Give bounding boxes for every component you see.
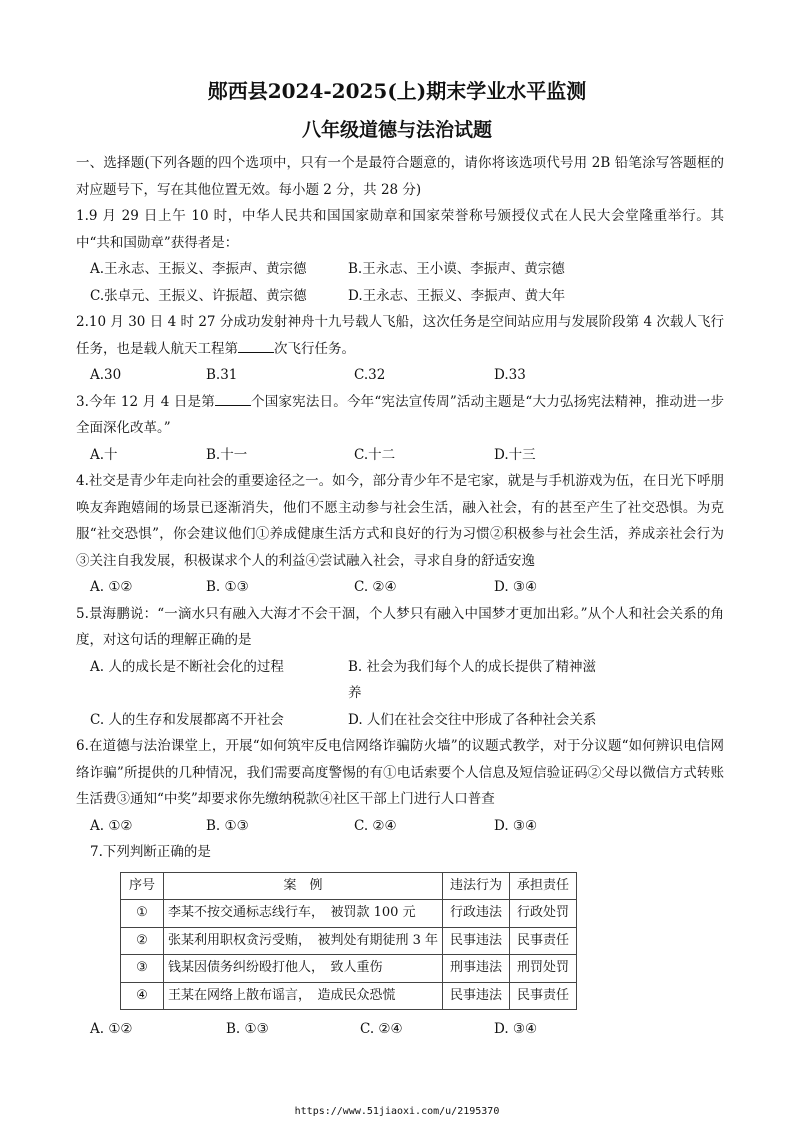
question-1-stem: 1.9 月 29 日上午 10 时，中华人民共和国国家勋章和国家荣誉称号颁授仪式在人民大会堂隆重举行。其中“共和国勋章”获得者是： [76,208,724,251]
question-7-case-table [120,872,577,1011]
question-7-options [76,1016,724,1043]
question-4-option-a[interactable]: A. ①② [90,579,133,595]
question-7-stem: 7.下列判断正确的是 [90,844,211,860]
question-5-option-a[interactable]: A. 人的成长是不断社会化的过程 [90,658,284,675]
question-3-blank [215,391,251,406]
table-cell-case: 张某利用职权贪污受贿， 被判处有期徒刑 3 年 [164,927,443,955]
table-header-case: 案 例 [164,872,443,900]
exam-title: 郧西县2024-2025(上)期末学业水平监测 [207,79,587,103]
table-cell-no: ② [121,927,164,955]
question-2-option-c[interactable]: C.32 [354,367,386,383]
table-row [121,900,577,928]
question-3-stem-part2: 个国家宪法日。今年“宪法宣传周”活动主题是“大力弘扬宪法精神，推动进一步全面深化改革。” [76,393,724,436]
table-cell-no: ④ [121,982,164,1010]
table-cell-violation: 民事违法 [443,982,510,1010]
question-6-options [76,813,724,840]
table-cell-responsibility: 行政处罚 [510,900,577,928]
table-row [121,955,577,983]
question-3-stem [76,389,724,442]
question-2-stem [76,309,724,362]
section-intro: 一、选择题(下列各题的四个选项中，只有一个是最符合题意的，请你将该选项代号用 2B 铅笔涂写答题框的对应题号下，写在其他位置无效。每小题 2 分，共 28 分) [76,155,724,198]
exam-subtitle: 八年级道德与法治试题 [301,119,492,141]
question-6-stem: 6.在道德与法治课堂上，开展“如何筑牢反电信网络诈骗防火墙”的议题式教学，对于分议题“如何辨识电信网络诈骗”所提供的几种情况，我们需要高度警惕的有①电话索要个人信息及短信验证码②父母以微信方式转账生活费③通知“中奖”却要求你先缴纳税款④社区干部上门进行人口普查 [76,738,724,807]
question-2-option-b[interactable]: B.31 [206,367,238,383]
table-row [121,982,577,1010]
question-3-option-d[interactable]: D.十三 [494,446,536,463]
table-cell-case: 李某不按交通标志线行车， 被罚款 100 元 [164,900,443,928]
question-3-stem-part1: 3.今年 12 月 4 日是第 [76,393,215,410]
question-5-option-b[interactable]: B. 社会为我们每个人的成长提供了精神滋养 [348,658,597,701]
question-5-options [76,654,724,707]
table-cell-no: ③ [121,955,164,983]
question-7-option-a[interactable]: A. ①② [90,1021,133,1037]
table-cell-violation: 刑事违法 [443,955,510,983]
question-4-options [76,574,724,601]
question-4-stem: 4.社交是青少年走向社会的重要途径之一。如今，部分青少年不是宅家，就是与手机游戏为伍，在日光下呼朋唤友奔跑嬉闹的场景已逐渐消失，他们不愿主动参与社会生活，融入社会，有的甚至产生了社交恐惧。为克服“社交恐惧”，你会建议他们①养成健康生活方式和良好的行为习惯②积极参与社会生活，养成亲社会行为③关注自我发展，积极谋求个人的利益④尝试融入社会，寻求自身的舒适安逸 [76,473,724,569]
question-1-options [76,256,724,283]
question-2-stem-part1: 2.10 月 30 日 4 时 27 分成功发射神舟十九号载人飞船，这次任务是空间站应用与发展阶段第 4 次载人飞行任务，也是载人航天工程第 [76,314,724,357]
question-3-option-b[interactable]: B.十一 [206,446,248,463]
exam-content [76,150,724,1043]
question-7-option-b[interactable]: B. ①③ [226,1021,269,1037]
question-2-blank [238,338,274,353]
question-6-option-c[interactable]: C. ②④ [354,817,397,834]
question-7-option-d[interactable]: D. ③④ [494,1021,538,1037]
question-3-option-c[interactable]: C.十二 [354,446,396,463]
question-4-option-b[interactable]: B. ①③ [206,579,249,595]
table-header-no: 序号 [121,872,164,900]
question-6-option-a[interactable]: A. ①② [90,817,133,834]
question-1-option-d[interactable]: D.王永志、王振义、李振声、黄大年 [348,287,566,304]
question-1-option-c[interactable]: C.张卓元、王振义、许振超、黄宗德 [90,287,307,304]
question-7-option-c[interactable]: C. ②④ [360,1021,403,1037]
question-4-option-d[interactable]: D. ③④ [494,579,538,595]
question-2-option-d[interactable]: D.33 [494,367,526,383]
table-cell-case: 钱某因债务纠纷殴打他人， 致人重伤 [164,955,443,983]
table-header-violation: 违法行为 [443,872,510,900]
table-cell-violation: 民事违法 [443,927,510,955]
question-6-option-b[interactable]: B. ①③ [206,817,249,834]
table-row [121,927,577,955]
question-5-options-row2 [76,707,724,734]
question-6-option-d[interactable]: D. ③④ [494,817,538,834]
question-2-options [76,362,724,389]
table-cell-no: ① [121,900,164,928]
table-cell-responsibility: 民事责任 [510,982,577,1010]
question-1-option-b[interactable]: B.王永志、王小谟、李振声、黄宗德 [348,261,565,277]
question-3-options [76,442,724,469]
table-header-row [121,872,577,900]
question-5-option-c[interactable]: C. 人的生存和发展都离不开社会 [90,711,284,728]
table-cell-responsibility: 刑罚处罚 [510,955,577,983]
table-cell-violation: 行政违法 [443,900,510,928]
question-1-option-a[interactable]: A.王永志、王振义、李振声、黄宗德 [90,261,307,277]
question-3-option-a[interactable]: A.十 [90,446,118,463]
question-5-stem: 5.景海鹏说：“一滴水只有融入大海才不会干涸，个人梦只有融入中国梦才更加出彩。”从个人和社会关系的角度，对这句话的理解正确的是 [76,605,724,648]
table-header-responsibility: 承担责任 [510,872,577,900]
footer-url[interactable]: https://www.51jiaoxi.com/u/2195370 [294,1106,500,1117]
question-2-option-a[interactable]: A.30 [90,367,122,383]
question-4-option-c[interactable]: C. ②④ [354,579,397,595]
question-2-stem-part2: 次飞行任务。 [274,340,355,357]
question-5-option-d[interactable]: D. 人们在社会交往中形成了各种社会关系 [348,711,597,728]
table-cell-responsibility: 民事责任 [510,927,577,955]
table-cell-case: 王某在网络上散布谣言， 造成民众恐慌 [164,982,443,1010]
question-1-options-row2 [76,283,724,310]
